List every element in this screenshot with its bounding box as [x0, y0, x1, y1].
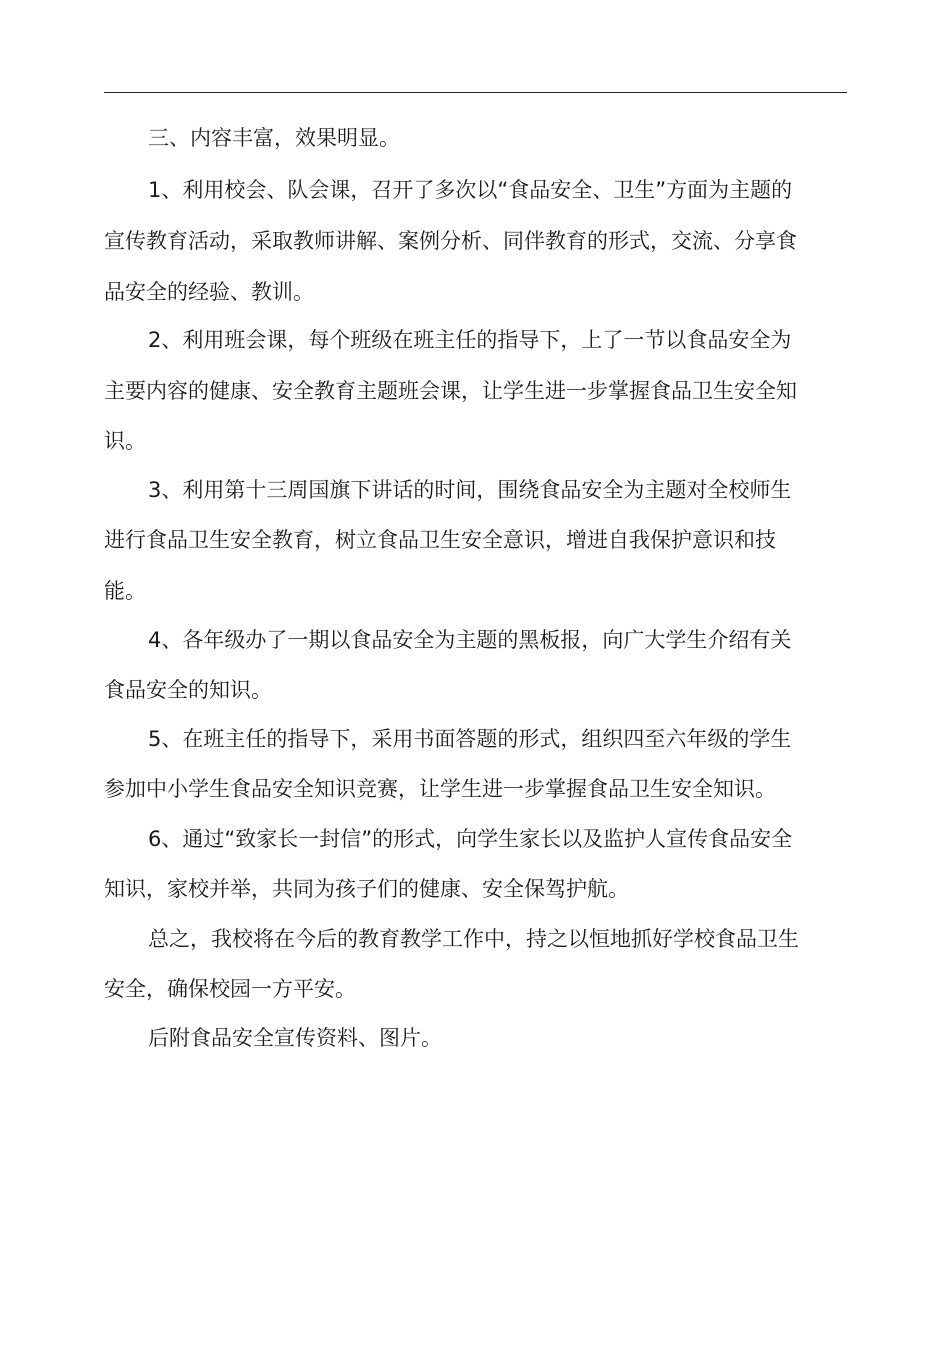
item-4-line-2: 食品安全的知识。 — [104, 678, 272, 702]
item-2-line-3: 识。 — [104, 429, 146, 453]
item-1-line-1: 1、利用校会、队会课，召开了多次以“食品安全、卫生”方面为主题的 — [148, 178, 793, 202]
appendix-note: 后附食品安全宣传资料、图片。 — [148, 1026, 442, 1050]
header-rule — [104, 92, 847, 93]
item-5-line-1: 5、在班主任的指导下，采用书面答题的形式，组织四至六年级的学生 — [148, 727, 792, 751]
item-2-line-2: 主要内容的健康、安全教育主题班会课，让学生进一步掌握食品卫生安全知 — [104, 379, 797, 403]
item-5-line-2: 参加中小学生食品安全知识竞赛，让学生进一步掌握食品卫生安全知识。 — [104, 777, 776, 801]
item-1-line-2: 宣传教育活动，采取教师讲解、案例分析、同伴教育的形式，交流、分享食 — [104, 229, 797, 253]
item-2-line-1: 2、利用班会课，每个班级在班主任的指导下，上了一节以食品安全为 — [148, 328, 792, 352]
item-6-line-1: 6、通过“致家长一封信”的形式，向学生家长以及监护人宣传食品安全 — [148, 827, 793, 851]
conclusion-line-2: 安全，确保校园一方平安。 — [104, 977, 356, 1001]
item-3-line-2: 进行食品卫生安全教育，树立食品卫生安全意识，增进自我保护意识和技 — [104, 528, 776, 552]
item-1-line-3: 品安全的经验、教训。 — [104, 280, 314, 304]
item-3-line-1: 3、利用第十三周国旗下讲话的时间，围绕食品安全为主题对全校师生 — [148, 478, 792, 502]
item-3-line-3: 能。 — [104, 579, 146, 603]
item-4-line-1: 4、各年级办了一期以食品安全为主题的黑板报，向广大学生介绍有关 — [148, 628, 792, 652]
item-6-line-2: 知识，家校并举，共同为孩子们的健康、安全保驾护航。 — [104, 877, 629, 901]
section-heading: 三、内容丰富，效果明显。 — [148, 126, 400, 150]
conclusion-line-1: 总之，我校将在今后的教育教学工作中，持之以恒地抓好学校食品卫生 — [148, 927, 799, 951]
